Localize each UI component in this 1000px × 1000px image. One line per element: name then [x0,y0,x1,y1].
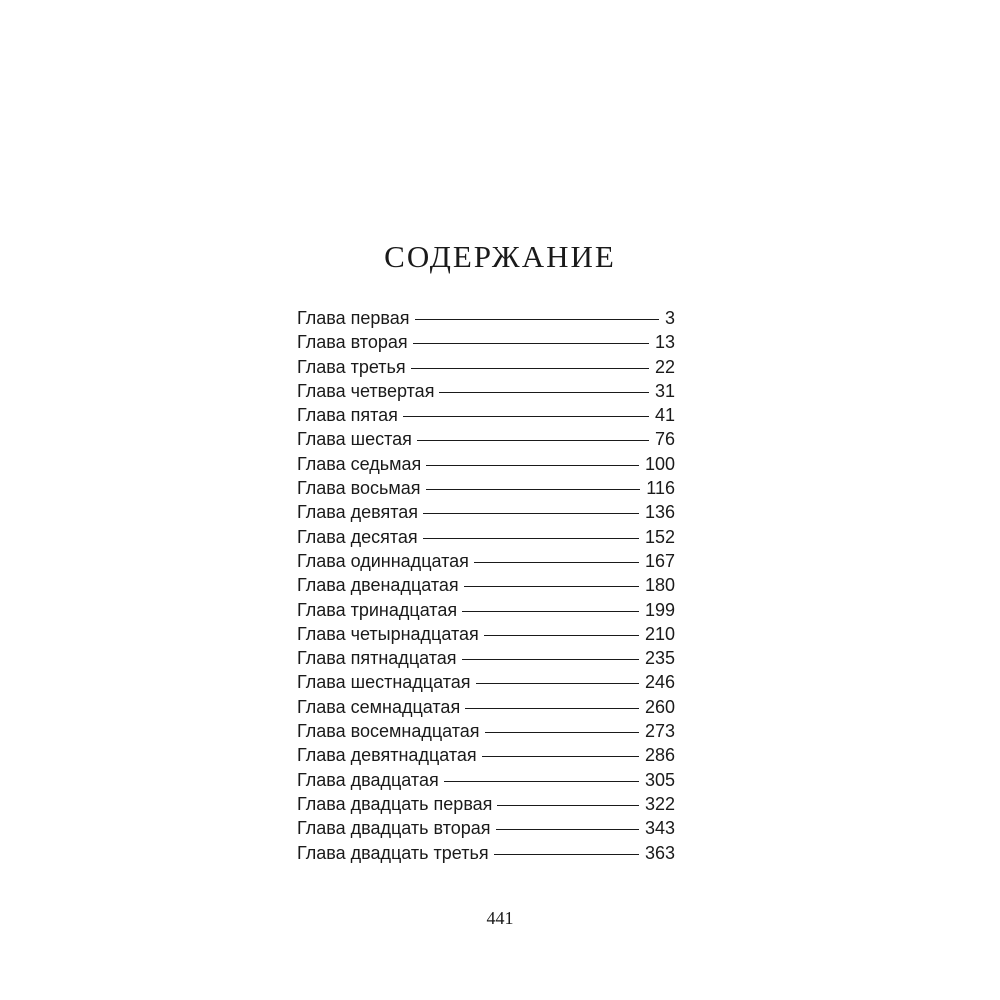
page-number: 441 [486,908,514,928]
toc-entry-label: Глава пятнадцатая [297,648,457,669]
toc-entry-label: Глава восьмая [297,478,421,499]
toc-entry [297,816,675,840]
toc-leader-line [484,635,639,636]
toc-entry-page: 116 [646,478,675,499]
toc-entry-page: 167 [644,550,675,571]
toc-entry-label: Глава шестнадцатая [297,672,471,693]
toc-entry-page: 273 [644,721,675,742]
toc-entry-page: 100 [644,453,675,474]
toc-entry-page: 260 [644,696,675,717]
toc-entry [297,427,675,451]
toc-leader-line [482,756,639,757]
toc-entry-label: Глава шестая [297,429,412,450]
toc-entry-page: 31 [654,380,675,401]
toc-entry-label: Глава первая [297,308,410,328]
toc-leader-line [444,781,639,782]
toc-entry [297,768,675,792]
toc-entry-label: Глава пятая [297,405,398,426]
toc-leader-line [476,683,639,684]
toc-entry-label: Глава двадцатая [297,769,439,790]
toc-entry-page: 286 [644,745,675,766]
toc-entry [297,330,675,354]
toc-entry [297,306,675,330]
toc-entry-label: Глава десятая [297,526,418,547]
toc-entry-label: Глава двенадцатая [297,575,459,596]
toc-entry-page: 363 [644,842,675,863]
toc-entry [297,695,675,719]
toc-entry-label: Глава третья [297,356,406,377]
toc-entry [297,670,675,694]
toc-entry-label: Глава девятнадцатая [297,745,477,766]
toc-leader-line [423,538,639,539]
toc-entry-page: 210 [644,623,675,644]
toc-entry [297,379,675,403]
toc-entry-page: 199 [644,599,675,620]
toc-entry [297,743,675,767]
toc-leader-line [439,392,649,393]
toc-entry [297,403,675,427]
toc-entry-page: 13 [654,332,675,353]
toc-entry-page: 3 [664,308,675,328]
toc-entry-label: Глава семнадцатая [297,696,461,717]
toc-entry-label: Глава седьмая [297,453,422,474]
toc-entry-label: Глава четырнадцатая [297,623,479,644]
toc-leader-line [411,368,649,369]
toc-entry-page: 152 [644,526,675,547]
toc-leader-line [426,489,641,490]
toc-entry-page: 41 [654,405,675,426]
toc-entry [297,573,675,597]
toc-entry [297,476,675,500]
toc-entry-page: 343 [644,818,675,839]
toc-entry-label: Глава двадцать первая [297,793,493,814]
toc-leader-line [465,708,639,709]
toc-leader-line [497,805,639,806]
table-of-contents [297,306,675,865]
toc-entry [297,792,675,816]
toc-entry [297,598,675,622]
toc-entry-page: 322 [644,793,675,814]
toc-entry [297,646,675,670]
toc-entry [297,549,675,573]
toc-entry-page: 136 [644,502,675,523]
toc-entry-page: 22 [654,356,675,377]
toc-entry [297,622,675,646]
toc-entry [297,841,675,865]
toc-entry-label: Глава тринадцатая [297,599,458,620]
toc-entry [297,355,675,379]
toc-leader-line [474,562,639,563]
toc-entry-label: Глава двадцать вторая [297,818,491,839]
toc-entry-label: Глава двадцать третья [297,842,489,863]
contents-title: СОДЕРЖАНИЕ [384,239,616,274]
toc-leader-line [415,319,659,320]
toc-leader-line [464,586,639,587]
toc-entry-label: Глава одиннадцатая [297,550,469,571]
toc-entry-label: Глава девятая [297,502,419,523]
toc-leader-line [403,416,649,417]
toc-leader-line [462,659,639,660]
toc-entry-page: 246 [644,672,675,693]
toc-entry-page: 76 [654,429,675,450]
toc-entry-label: Глава вторая [297,332,408,353]
toc-entry-label: Глава четвертая [297,380,435,401]
toc-leader-line [413,343,649,344]
toc-entry-page: 235 [644,648,675,669]
toc-leader-line [494,854,639,855]
toc-entry-page: 305 [644,769,675,790]
toc-leader-line [485,732,639,733]
toc-leader-line [496,829,639,830]
toc-entry [297,719,675,743]
toc-entry [297,525,675,549]
toc-entry-page: 180 [644,575,675,596]
toc-leader-line [417,440,649,441]
toc-entry-label: Глава восемнадцатая [297,721,480,742]
toc-leader-line [426,465,639,466]
toc-entry [297,452,675,476]
toc-leader-line [423,513,639,514]
toc-leader-line [462,611,639,612]
toc-entry [297,500,675,524]
